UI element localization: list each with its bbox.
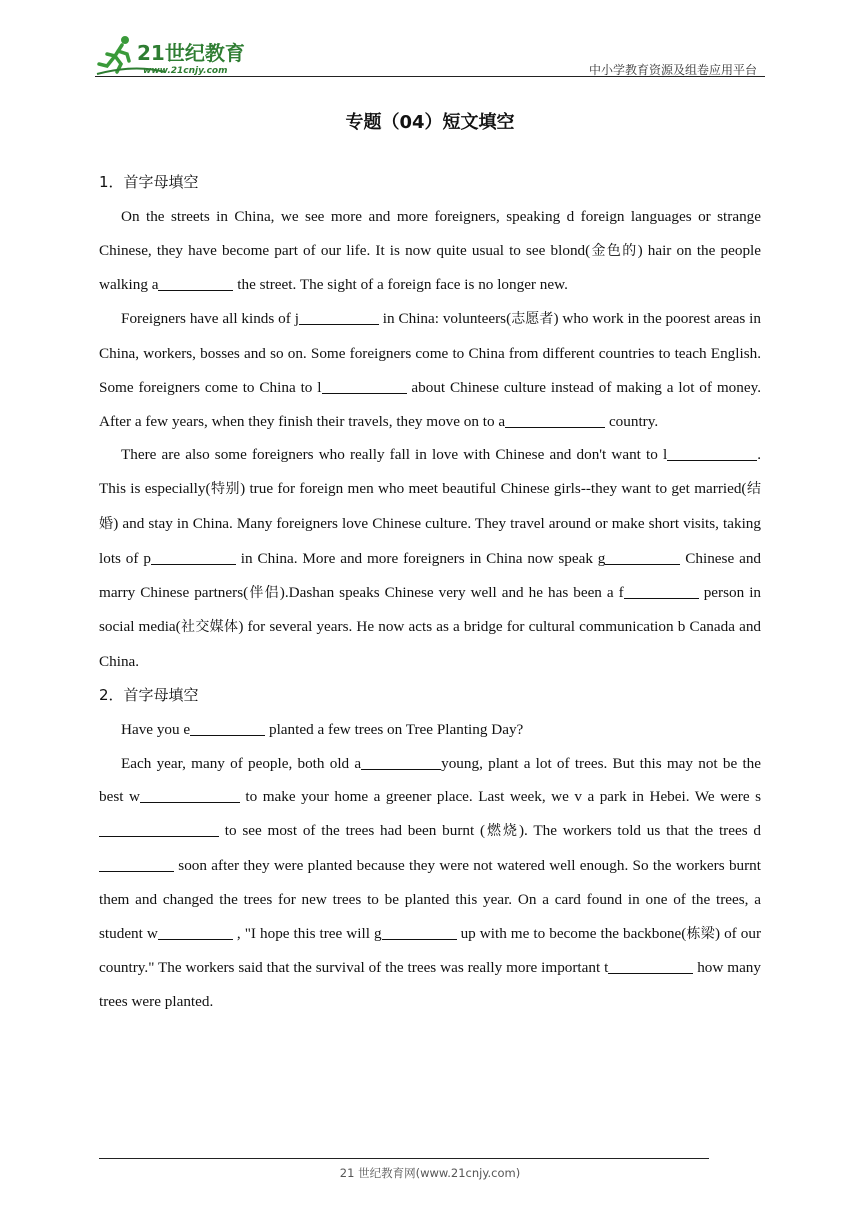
page-footer: 21 世纪教育网(www.21cnjy.com) — [339, 1166, 521, 1180]
page-header — [95, 30, 765, 80]
q1-paragraph-1: On the streets in China, we see more and more foreigners, speaking d foreign languages or strange Chinese, they have become part of our life. It is now quite usual to see blond(金色的) hair on the people walking a the street. The sight of a foreign face is no longer new. — [99, 207, 762, 294]
blank-g[interactable] — [605, 548, 680, 565]
blank-p[interactable] — [151, 548, 236, 565]
blank-f[interactable] — [624, 582, 699, 599]
header-divider — [95, 76, 765, 77]
page-title: 专题（04）短文填空 — [345, 112, 515, 133]
blank-l-2[interactable] — [667, 444, 757, 461]
logo-text: 21世纪教育 — [137, 41, 245, 65]
header-slogan: 中小学教育资源及组卷应用平台 — [588, 63, 757, 77]
blank-a-3[interactable] — [361, 753, 441, 770]
blank-g-2[interactable] — [382, 923, 457, 940]
blank-l[interactable] — [322, 377, 407, 394]
blank-d[interactable] — [99, 855, 174, 872]
q1-paragraph-2: Foreigners have all kinds of j in China: volunteers(志愿者) who work in the poorest areas in China, workers, bosses and so on. Some foreigners come to China from different countries to teach English. Some foreigners come to China to l about Chinese culture instead of making a lot of money. After a few years, when they finish their travels, they move on to a country. — [99, 310, 762, 430]
logo — [95, 34, 265, 76]
blank-w[interactable] — [140, 786, 240, 803]
logo-url: www.21cnjy.com — [143, 66, 228, 76]
blank-e[interactable] — [190, 719, 265, 736]
blank-a[interactable] — [158, 274, 233, 291]
blank-s[interactable] — [99, 820, 219, 837]
question-2-heading: 2．首字母填空 — [99, 685, 199, 704]
blank-a-2[interactable] — [505, 411, 605, 428]
document-body — [99, 166, 761, 1019]
q1-paragraph-3: There are also some foreigners who really fall in love with Chinese and don't want to l . This is especially(特别) true for foreign men who meet beautiful Chinese girls--they want to get married(结婚) and stay in China. Many foreigners love Chinese culture. They travel around or make short visits, taking lots of p in China. More and more foreigners in China now speak g Chinese and marry Chinese partners(伴侣).Dashan speaks Chinese very well and he has been a f person in social media(社交媒体) for several years. He now acts as a bridge for cultural communication b Canada and China. — [99, 446, 762, 671]
footer-divider — [99, 1158, 709, 1159]
blank-w-2[interactable] — [158, 923, 233, 940]
blank-j[interactable] — [299, 308, 379, 325]
blank-t[interactable] — [608, 957, 693, 974]
q2-paragraph-1: Have you e planted a few trees on Tree Planting Day? — [121, 720, 524, 738]
q2-paragraph-2: Each year, many of people, both old a young, plant a lot of trees. But this may not be the best w to make your home a greener place. Last week, we v a park in Hebei. We were s to see most of the trees had been burnt (燃烧). The workers told us that the trees d soon after they were planted because they were not watered well enough. So the workers burnt them and changed the trees for new trees to be planted this year. On a card found in one of the trees, a student w , "I hope this tree will g up with me to become the backbone(栋梁) of our country." The workers said that the survival of the trees was really more important t how many trees were planted. — [99, 754, 762, 1011]
question-1-heading: 1．首字母填空 — [99, 173, 199, 191]
